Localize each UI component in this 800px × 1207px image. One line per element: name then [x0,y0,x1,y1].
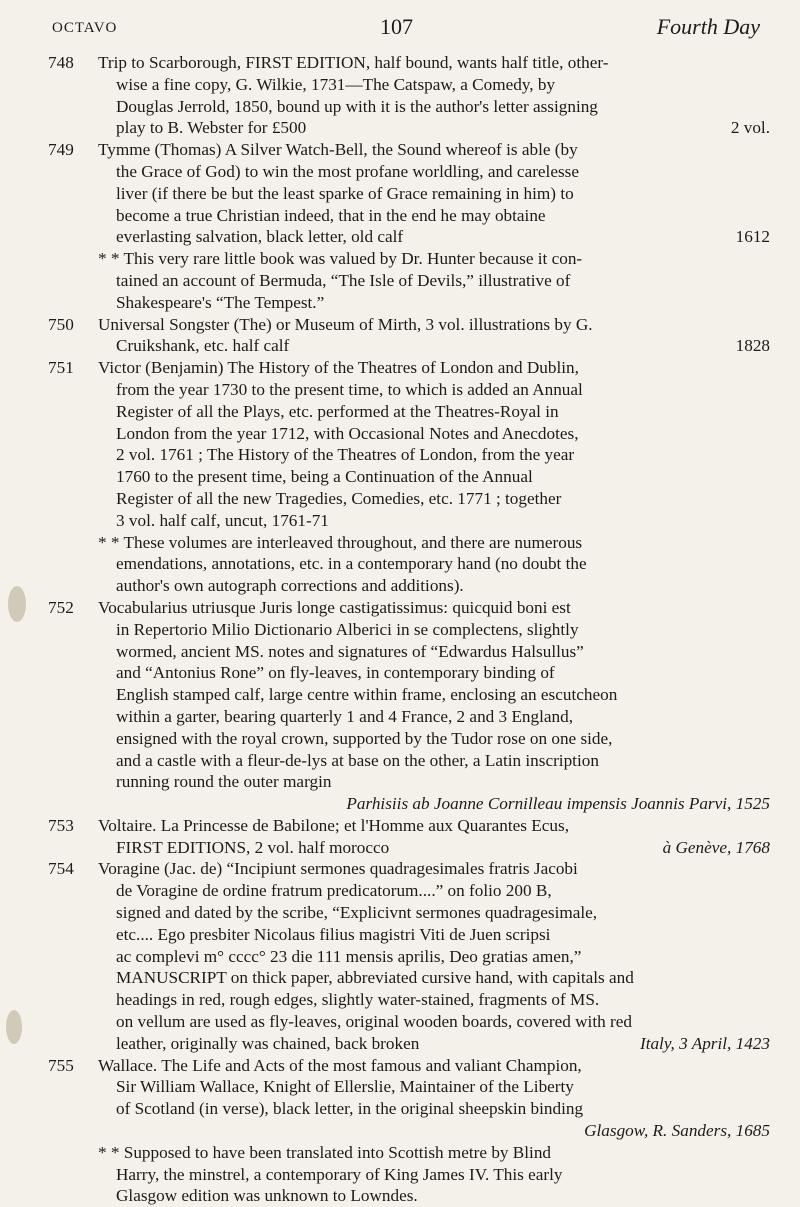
imprint-line: Parhisiis ab Joanne Cornilleau impensis Joannis Parvi, 1525 [346,794,770,814]
entry-line: Douglas Jerrold, 1850, bound up with it is the author's letter assigning [116,96,598,116]
lot-number: 752 [48,597,74,617]
entry-line: on vellum are used as fly-leaves, original wooden boards, covered with red [116,1012,632,1032]
lot-number: 753 [48,815,74,835]
entry-line: ensigned with the royal crown, supported by the Tudor rose on one side, [116,728,613,748]
lot-entry [48,815,770,859]
entry-line: Vocabularius utriusque Juris longe castigatissimus: quicquid boni est [98,597,571,617]
lot-number: 754 [48,859,74,879]
entry-line [98,117,770,139]
entry-line-text: everlasting salvation, black letter, old calf [116,227,404,247]
note-line: Glasgow edition was unknown to Lowndes. [116,1186,418,1206]
entry-line: liver (if there be but the least sparke of Grace remaining in him) to [116,183,574,203]
entry-line: English stamped calf, large centre within frame, enclosing an escutcheon [116,685,618,705]
entry-line: and “Antonius Rone” on fly-leaves, in contemporary binding of [116,663,555,683]
entry-line [98,1033,770,1055]
note-line: * * These volumes are interleaved throughout, and there are numerous [98,532,583,552]
entry-line: signed and dated by the scribe, “Explicivnt sermones quadragesimale, [116,903,598,923]
lot-number: 755 [48,1055,74,1075]
entry-line: 1760 to the present time, being a Continuation of the Annual [116,467,533,487]
page-number: 107 [380,14,413,39]
note-line: Shakespeare's “The Tempest.” [116,292,325,312]
entry-line: 2 vol. 1761 ; The History of the Theatres of London, from the year [116,445,575,465]
lot-note [48,1142,770,1207]
lot-entry [48,139,770,248]
note-line: * * Supposed to have been translated into Scottish metre by Blind [98,1142,552,1162]
lot-entry [48,52,770,139]
entry-line [98,837,770,859]
entry-line: 3 vol. half calf, uncut, 1761-71 [116,510,329,530]
entry-line: Voragine (Jac. de) “Incipiunt sermones quadragesimales fratris Jacobi [98,859,578,879]
sale-day-label: Fourth Day [656,14,760,39]
lot-note [48,532,770,597]
lot-entry [48,357,770,531]
lot-number: 748 [48,53,74,72]
entry-line: etc.... Ego presbiter Nicolaus filius magistri Viti de Juen scripsi [116,924,551,944]
lot-number: 750 [48,314,74,334]
entry-line: Trip to Scarborough, FIRST EDITION, half bound, wants half title, other- [98,53,609,72]
note-line: * * This very rare little book was valued by Dr. Hunter because it con- [98,249,583,269]
note-line: author's own autograph corrections and additions). [116,576,464,596]
entry-line: the Grace of God) to win the most profane worldling, and carelesse [116,161,579,181]
entry-line: wise a fine copy, G. Wilkie, 1731—The Catspaw, a Comedy, by [116,74,556,94]
lot-entry [48,314,770,358]
entry-line: Register of all the Plays, etc. performed at the Theatres-Royal in [116,401,559,421]
entry-line: Register of all the new Tragedies, Comedies, etc. 1771 ; together [116,488,562,508]
entry-line: de Voragine de ordine fratrum predicatorum....” on folio 200 B, [116,881,552,901]
entry-line: Sir William Wallace, Knight of Ellerslie, Maintainer of the Liberty [116,1077,574,1097]
entry-line: within a garter, bearing quarterly 1 and 4 France, 2 and 3 England, [116,706,574,726]
entry-line-text: Cruikshank, etc. half calf [116,336,290,356]
entry-line-text: play to B. Webster for £500 [116,118,307,138]
entry-line: London from the year 1712, with Occasional Notes and Anecdotes, [116,423,579,443]
note-line: Harry, the minstrel, a contemporary of King James IV. This early [116,1164,563,1184]
entry-line: MANUSCRIPT on thick paper, abbreviated cursive hand, with capitals and [116,968,634,988]
entry-line: become a true Christian indeed, that in the end he may obtaine [116,205,546,225]
entry-line: in Repertorio Milio Dictionario Alberici in se complectens, slightly [116,619,579,639]
entry-line [98,226,770,248]
entry-tail: 2 vol. [730,118,770,138]
entry-line: wormed, ancient MS. notes and signatures of “Edwardus Halsullus” [116,641,584,661]
lot-note [48,248,770,313]
lot-number: 751 [48,358,74,378]
entry-line: headings in red, rough edges, slightly water-stained, fragments of MS. [116,990,600,1010]
entry-line [98,335,770,357]
entry-line: and a castle with a fleur-de-lys at base on the other, a Latin inscription [116,750,599,770]
entry-line: running round the outer margin [116,772,332,792]
entry-line: Tymme (Thomas) A Silver Watch-Bell, the Sound whereof is able (by [98,140,578,160]
note-line: tained an account of Bermuda, “The Isle of Devils,” illustrative of [116,270,571,290]
entry-line-text: leather, originally was chained, back broken [116,1033,420,1053]
imprint-line: Glasgow, R. Sanders, 1685 [584,1121,770,1141]
entry-line: of Scotland (in verse), black letter, in the original sheepskin binding [116,1099,584,1119]
entry-line-text: FIRST EDITIONS, 2 vol. half morocco [116,837,390,857]
lot-entry [48,597,770,815]
entry-line: from the year 1730 to the present time, to which is added an Annual [116,379,583,399]
note-line: emendations, annotations, etc. in a contemporary hand (no doubt the [116,554,587,574]
margin-ink-blot-lower [6,1010,22,1044]
entry-tail: 1828 [735,336,770,356]
margin-ink-blot-upper [8,586,26,622]
lot-number: 749 [48,140,74,160]
lot-entry [48,858,770,1054]
entry-tail: à Genève, 1768 [662,837,770,857]
entry-line: Wallace. The Life and Acts of the most famous and valiant Champion, [98,1055,582,1075]
lot-list [48,52,770,1207]
entry-line: Victor (Benjamin) The History of the Theatres of London and Dublin, [98,358,579,378]
entry-line: Universal Songster (The) or Museum of Mirth, 3 vol. illustrations by G. [98,314,593,334]
entry-line: Voltaire. La Princesse de Babilone; et l'Homme aux Quarantes Ecus, [98,815,570,835]
entry-tail: Italy, 3 April, 1423 [639,1033,770,1053]
entry-tail: 1612 [735,227,770,247]
running-header [52,14,760,42]
entry-line: ac complevi m° cccc° 23 die 111 mensis aprilis, Deo gratias amen,” [116,946,582,966]
lot-entry [48,1055,770,1142]
format-label: OCTAVO [52,20,118,36]
